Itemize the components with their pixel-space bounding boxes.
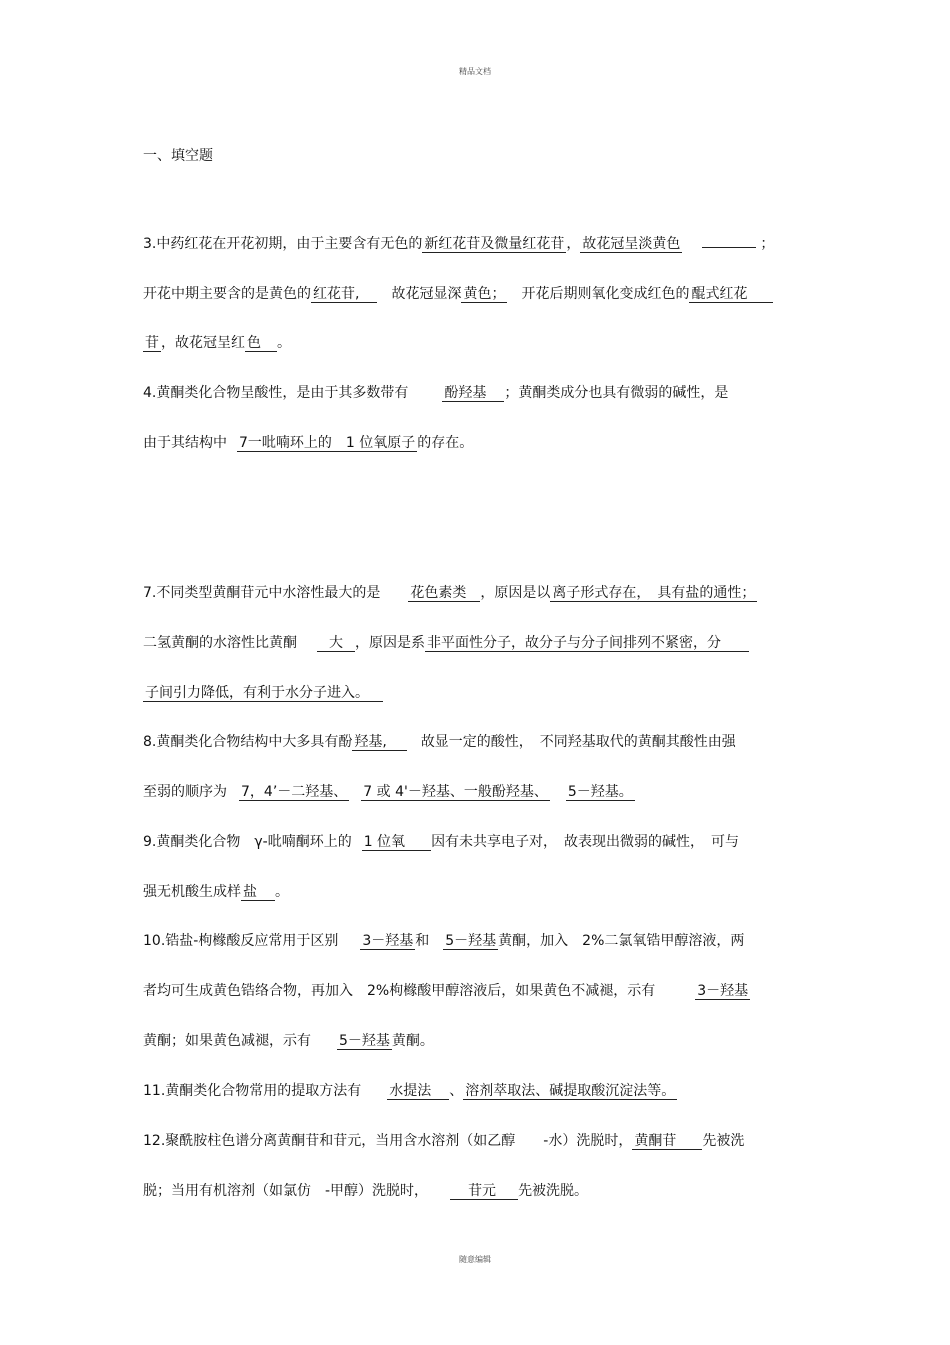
q8-line2 — [143, 783, 635, 801]
answer-blank: 醌式红花 — [689, 286, 773, 303]
answer-blank: 5－羟基 — [445, 933, 497, 949]
page-footer: 随意编辑 — [459, 1255, 491, 1264]
text: 和 — [415, 933, 430, 949]
answer-blank — [702, 247, 756, 248]
text: 。 — [275, 884, 289, 900]
text: 脱；当用有机溶剂（如氯仿 -甲醇）洗脱时， — [143, 1183, 429, 1199]
answer-blank: 故花冠呈淡黄色 — [582, 236, 681, 252]
text: ，原因是系 — [355, 635, 425, 651]
q3-line1 — [143, 235, 774, 253]
answer-blank: 红花苷, — [311, 286, 377, 303]
answer-blank: 苷元 — [450, 1183, 518, 1200]
q7-line3 — [143, 684, 383, 702]
text: 故花冠显深 — [391, 286, 462, 302]
answer-blank: 7一吡喃环上的 1 位氧原子 — [239, 435, 416, 451]
text: 、 — [449, 1083, 464, 1099]
answer-blank: 7，4’－二羟基、 — [241, 784, 348, 800]
q3-line2 — [143, 285, 773, 303]
text: 故显一定的酸性， 不同羟基取代的黄酮其酸性由强 — [420, 734, 736, 750]
text: 4.黄酮类化合物呈酸性，是由于其多数带有 — [143, 385, 409, 401]
text: 二氢黄酮的水溶性比黄酮 — [143, 635, 297, 651]
answer-blank: 盐 — [241, 884, 275, 901]
text: 12.聚酰胺柱色谱分离黄酮苷和苷元，当用含水溶剂（如乙醇 -水）洗脱时， — [143, 1133, 633, 1149]
text: 10.锆盐-枸橼酸反应常用于区别 — [143, 933, 339, 949]
answer-blank: 溶剂萃取法、碱提取酸沉淀法等。 — [465, 1083, 676, 1099]
text: ；黄酮类成分也具有微弱的碱性，是 — [504, 385, 729, 401]
text: ； — [760, 236, 775, 252]
text: 7.不同类型黄酮苷元中水溶性最大的是 — [143, 585, 381, 601]
text: 先被洗脱。 — [518, 1183, 589, 1199]
answer-blank: 酚羟基 — [442, 385, 504, 402]
text: 至弱的顺序为 — [143, 784, 227, 800]
text: 3.中药红花在开花初期，由于主要含有无色的 — [143, 236, 423, 252]
text: 者均可生成黄色锆络合物，再加入 2%枸橼酸甲醇溶液后，如果黄色不减褪，示有 — [143, 983, 656, 999]
text: ，原因是以 — [480, 585, 551, 601]
text: 黄酮。 — [391, 1033, 434, 1049]
answer-blank: 子间引力降低，有利于水分子进入。 — [143, 685, 383, 702]
q12-line1 — [143, 1132, 744, 1150]
q4-line2 — [143, 434, 473, 452]
answer-blank: 羟基, — [352, 734, 406, 751]
q7-line2 — [143, 634, 749, 652]
answer-blank: 离子形式存在， 具有盐的通性； — [552, 585, 756, 601]
answer-blank: 花色素类 — [408, 585, 480, 602]
text: 8.黄酮类化合物结构中大多具有酚 — [143, 734, 353, 750]
answer-blank: 大 — [317, 635, 355, 652]
answer-blank: 黄色； — [463, 286, 506, 302]
text: 因有未共享电子对， 故表现出微弱的碱性， 可与 — [431, 834, 740, 850]
text: 先被洗 — [702, 1133, 745, 1149]
answer-blank: 3－羟基 — [697, 983, 749, 999]
answer-blank: 水提法 — [387, 1083, 449, 1100]
q10-line2 — [143, 982, 750, 1000]
text: 黄酮；如果黄色减褪，示有 — [143, 1033, 311, 1049]
answer-blank: 5－羟基。 — [567, 784, 633, 800]
answer-blank: 7 或 4'－羟基、一般酚羟基、 — [363, 784, 548, 800]
text: ， — [566, 236, 581, 252]
text: 开花后期则氧化变成红色的 — [521, 286, 690, 302]
answer-blank: 新红花苷及微量红花苷 — [424, 236, 565, 252]
answer-blank: 色 — [245, 335, 277, 352]
section-title: 一、填空题 — [143, 148, 213, 164]
q3-line3 — [143, 334, 291, 352]
q10-line3 — [143, 1032, 434, 1050]
text: 开花中期主要含的是黄色的 — [143, 286, 311, 302]
text: ，故花冠呈红 — [161, 335, 245, 351]
answer-blank: 3－羟基 — [362, 933, 414, 949]
text: 。 — [277, 335, 291, 351]
page-header: 精品文档 — [459, 67, 491, 76]
text: 由于其结构中 — [143, 435, 227, 451]
q9-line2 — [143, 883, 289, 901]
q4-line1 — [143, 384, 728, 402]
q12-line2 — [143, 1182, 588, 1200]
text: 的存在。 — [417, 435, 474, 451]
text: 强无机酸生成样 — [143, 884, 241, 900]
q7-line1 — [143, 584, 757, 602]
q11-line1 — [143, 1082, 677, 1100]
text: 11.黄酮类化合物常用的提取方法有 — [143, 1083, 362, 1099]
answer-blank: 1 位氧 — [362, 834, 431, 851]
text: 黄酮，加入 2%二氯氧锆甲醇溶液，两 — [498, 933, 745, 949]
answer-blank: 非平面性分子，故分子与分子间排列不紧密，分 — [425, 635, 749, 652]
q10-line1 — [143, 932, 744, 950]
answer-blank: 苷 — [145, 335, 159, 351]
q8-line1 — [143, 733, 736, 751]
answer-blank: 黄酮苷 — [632, 1133, 702, 1150]
q9-line1 — [143, 833, 739, 851]
text: 9.黄酮类化合物 γ-吡喃酮环上的 — [143, 834, 352, 850]
answer-blank: 5－羟基 — [339, 1033, 390, 1049]
